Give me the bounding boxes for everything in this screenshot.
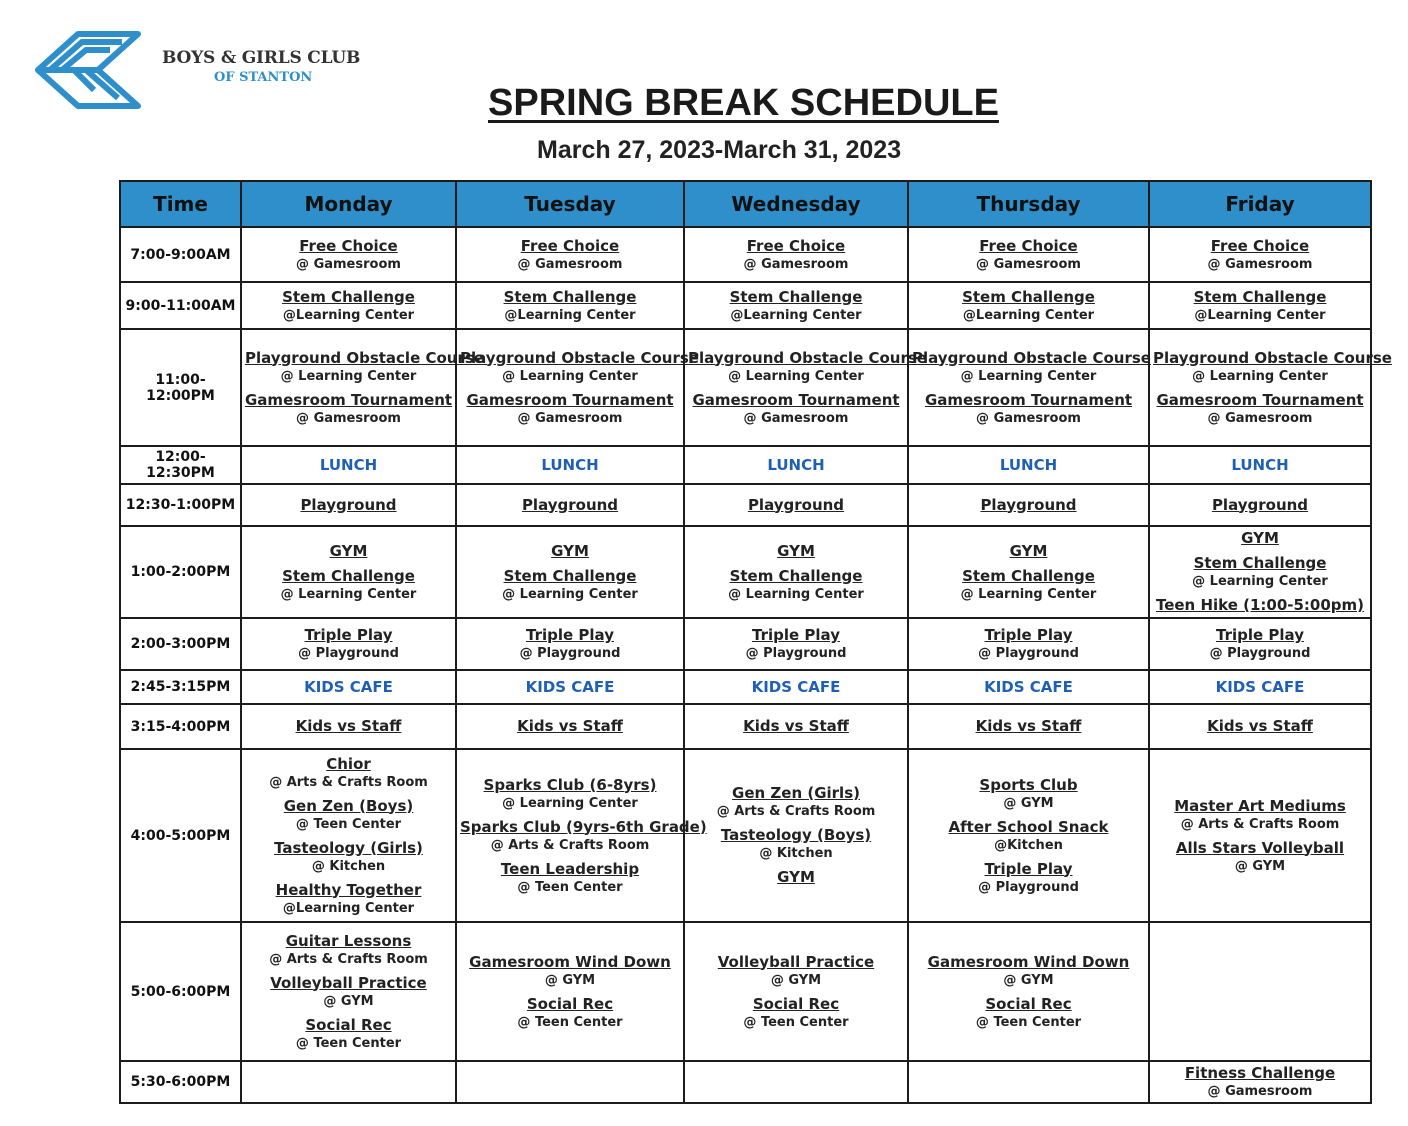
- activity-name: Playground: [1211, 495, 1309, 514]
- activity-location: @ Gamesroom: [743, 256, 849, 272]
- activity-location: @ Learning Center: [728, 368, 864, 384]
- activity-cell: [241, 329, 484, 446]
- table-row: [120, 618, 1371, 670]
- meal-label: LUNCH: [767, 456, 825, 474]
- activity-name: After School Snack: [948, 817, 1109, 836]
- activity-name: Playground Obstacle Course: [912, 348, 1151, 367]
- activity-cell: [456, 1061, 684, 1103]
- activity-name: Playground Obstacle Course: [1153, 348, 1392, 367]
- activity-cell: [684, 329, 927, 446]
- activity-name: Gamesroom Tournament: [692, 390, 900, 409]
- activity-cell: [908, 1061, 1149, 1103]
- activity-name: Kids vs Staff: [517, 717, 623, 735]
- activity-name: Sparks Club (6-8yrs): [483, 775, 657, 794]
- activity-cell: [684, 1061, 908, 1103]
- activity-name: Triple Play: [752, 626, 840, 644]
- activity-cell: [456, 526, 684, 618]
- time-cell: 2:45-3:15PM: [120, 670, 241, 704]
- activity-name: Kids vs Staff: [1207, 717, 1313, 735]
- activity-cell: [1149, 227, 1371, 282]
- activity-location: @ Gamesroom: [296, 256, 401, 272]
- activity-name: Guitar Lessons: [285, 931, 412, 950]
- activity-location: @ Learning Center: [502, 368, 638, 384]
- activity-location: @ Gamesroom: [743, 410, 849, 426]
- activity-name: Playground Obstacle Course: [460, 348, 699, 367]
- activity-name: GYM: [777, 541, 815, 560]
- activity-name: Triple Play: [1216, 626, 1304, 644]
- activity-cell: [908, 749, 1149, 922]
- activity-location: @ GYM: [323, 993, 374, 1009]
- time-cell: 5:00-6:00PM: [120, 922, 241, 1061]
- activity-name: Stem Challenge: [503, 287, 637, 306]
- activity-location: @ GYM: [770, 972, 822, 988]
- activity-location: @ Playground: [978, 879, 1079, 895]
- activity-location: @ Playground: [519, 646, 621, 661]
- activity-location: @ GYM: [544, 972, 596, 988]
- activity-location: @ Learning Center: [502, 586, 638, 602]
- meal-label: LUNCH: [999, 456, 1058, 474]
- meal-label: KIDS CAFE: [525, 678, 615, 696]
- activity-location: @ Playground: [298, 646, 399, 661]
- date-range: March 27, 2023-March 31, 2023: [537, 136, 902, 164]
- activity-location: @ Learning Center: [1192, 574, 1328, 589]
- activity-name: GYM: [777, 868, 815, 886]
- activity-name: Playground: [300, 495, 397, 514]
- activity-name: GYM: [1241, 529, 1279, 547]
- activity-cell: [241, 282, 456, 329]
- activity-name: Gamesroom Tournament: [466, 390, 674, 409]
- activity-location: @ Teen Center: [517, 1014, 623, 1030]
- activity-cell: [684, 749, 908, 922]
- activity-name: Playground Obstacle Course: [245, 348, 484, 367]
- club-logo: [34, 30, 364, 110]
- meal-label: KIDS CAFE: [304, 678, 393, 696]
- activity-name: Gamesroom Tournament: [245, 390, 453, 409]
- activity-cell: [456, 922, 684, 1061]
- activity-location: @ Learning Center: [960, 368, 1097, 384]
- time-cell: 5:30-6:00PM: [120, 1061, 241, 1103]
- activity-cell: [684, 484, 908, 526]
- activity-name: Volleyball Practice: [270, 973, 427, 992]
- activity-cell: [908, 227, 1149, 282]
- time-cell: 1:00-2:00PM: [120, 526, 241, 618]
- activity-name: Stem Challenge: [962, 566, 1095, 585]
- activity-location: @Kitchen: [994, 837, 1063, 853]
- activity-location: @ Gamesroom: [517, 256, 623, 272]
- meal-label: LUNCH: [319, 456, 378, 474]
- clasped-hands-logo-icon: [34, 30, 154, 110]
- activity-location: @ Learning Center: [960, 586, 1097, 602]
- activity-name: Chior: [326, 754, 371, 773]
- activity-name: Stem Challenge: [282, 566, 415, 585]
- activity-name: Teen Leadership: [500, 859, 640, 878]
- org-subtitle: OF STANTON: [214, 70, 313, 85]
- activity-name: Stem Challenge: [282, 287, 415, 306]
- activity-cell: [456, 227, 684, 282]
- activity-location: @ Teen Center: [295, 1035, 402, 1051]
- activity-location: @ Learning Center: [502, 795, 638, 811]
- activity-cell: [1149, 329, 1392, 446]
- table-row: [120, 1061, 1371, 1103]
- meal-label: LUNCH: [541, 456, 599, 474]
- table-row: [120, 484, 1371, 526]
- activity-name: Stem Challenge: [729, 287, 863, 306]
- activity-name: Free Choice: [746, 236, 846, 255]
- activity-name: Volleyball Practice: [717, 952, 875, 971]
- activity-location: @ Learning Center: [728, 586, 864, 602]
- activity-cell: [684, 282, 908, 329]
- activity-cell: [1149, 484, 1371, 526]
- activity-location: @ Playground: [745, 646, 847, 661]
- activity-cell: [1149, 670, 1371, 704]
- activity-name: Alls Stars Volleyball: [1175, 838, 1345, 857]
- activity-location: @ Gamesroom: [296, 410, 401, 426]
- activity-name: Kids vs Staff: [743, 717, 849, 735]
- activity-cell: [1149, 749, 1371, 922]
- activity-name: Kids vs Staff: [295, 717, 402, 735]
- activity-location: @Learning Center: [1194, 307, 1326, 323]
- activity-name: Stem Challenge: [1193, 554, 1327, 572]
- activity-cell: [241, 227, 456, 282]
- activity-location: @ Arts & Crafts Room: [269, 774, 428, 790]
- table-row: [120, 704, 1371, 749]
- activity-cell: [684, 446, 908, 484]
- activity-name: GYM: [551, 541, 589, 560]
- activity-location: @ Teen Center: [743, 1014, 849, 1030]
- activity-name: Playground: [521, 495, 619, 514]
- activity-location: @ GYM: [1234, 858, 1286, 874]
- activity-cell: [241, 618, 456, 670]
- activity-location: @Learning Center: [962, 307, 1095, 323]
- activity-location: @ Learning Center: [280, 586, 417, 602]
- activity-cell: [908, 446, 1149, 484]
- activity-name: Free Choice: [520, 236, 620, 255]
- activity-cell: [1149, 526, 1371, 618]
- activity-name: GYM: [1009, 541, 1048, 560]
- activity-location: @ Kitchen: [311, 858, 386, 874]
- activity-name: Triple Play: [526, 626, 614, 644]
- time-cell: 12:00-12:30PM: [120, 446, 241, 484]
- table-row: [120, 749, 1371, 922]
- activity-name: Social Rec: [752, 994, 840, 1013]
- activity-name: Tasteology (Boys): [720, 826, 872, 844]
- activity-name: Teen Hike (1:00-5:00pm): [1155, 596, 1365, 614]
- column-header-thursday: Thursday: [908, 181, 1149, 227]
- activity-cell: [684, 526, 908, 618]
- activity-location: @ Arts & Crafts Room: [716, 804, 876, 819]
- activity-name: Triple Play: [984, 859, 1073, 878]
- column-header-wednesday: Wednesday: [684, 181, 908, 227]
- org-name: BOYS & GIRLS CLUB: [162, 48, 361, 68]
- activity-name: Social Rec: [526, 994, 614, 1013]
- table-row: [120, 526, 1371, 618]
- activity-name: Sports Club: [979, 775, 1078, 794]
- activity-location: @ Gamesroom: [1207, 410, 1313, 426]
- table-row: [120, 282, 1371, 329]
- activity-cell: [684, 227, 908, 282]
- activity-location: @Learning Center: [504, 307, 636, 323]
- activity-location: @ Kitchen: [759, 846, 833, 861]
- activity-cell: [456, 282, 684, 329]
- meal-label: KIDS CAFE: [984, 678, 1073, 696]
- activity-name: Gen Zen (Boys): [283, 796, 414, 815]
- activity-location: @ GYM: [1003, 972, 1054, 988]
- meal-label: KIDS CAFE: [751, 678, 841, 696]
- activity-name: Stem Challenge: [1193, 287, 1327, 306]
- activity-name: GYM: [329, 541, 368, 560]
- activity-cell: [684, 670, 908, 704]
- activity-location: @Learning Center: [730, 307, 862, 323]
- activity-cell: [684, 618, 908, 670]
- activity-location: @ Gamesroom: [976, 256, 1081, 272]
- time-cell: 11:00-12:00PM: [120, 329, 241, 446]
- schedule-table: [119, 180, 1392, 1104]
- activity-name: Tasteology (Girls): [274, 838, 423, 857]
- activity-location: @ Teen Center: [517, 879, 623, 895]
- activity-cell: [456, 484, 684, 526]
- time-cell: 12:30-1:00PM: [120, 484, 241, 526]
- activity-location: @ Arts & Crafts Room: [1180, 816, 1340, 832]
- activity-location: @ Arts & Crafts Room: [269, 951, 428, 967]
- activity-cell: [241, 1061, 456, 1103]
- activity-name: Free Choice: [979, 236, 1078, 255]
- activity-cell: [456, 329, 699, 446]
- time-cell: 3:15-4:00PM: [120, 704, 241, 749]
- activity-location: @Learning Center: [282, 307, 415, 323]
- activity-name: Playground Obstacle Course: [688, 348, 927, 367]
- activity-location: @ Learning Center: [1192, 368, 1328, 384]
- activity-name: Gamesroom Tournament: [924, 390, 1133, 409]
- activity-location: @ Playground: [1209, 646, 1311, 661]
- table-row: [120, 922, 1371, 1061]
- activity-name: Sparks Club (9yrs-6th Grade): [460, 817, 707, 836]
- activity-cell: [1149, 922, 1371, 1061]
- activity-location: @ Gamesroom: [1207, 1084, 1313, 1099]
- activity-cell: [241, 526, 456, 618]
- activity-cell: [1149, 704, 1371, 749]
- meal-label: KIDS CAFE: [1215, 678, 1305, 696]
- activity-cell: [241, 670, 456, 704]
- activity-cell: [241, 446, 456, 484]
- activity-cell: [908, 704, 1149, 749]
- activity-name: Triple Play: [984, 626, 1073, 644]
- activity-name: Kids vs Staff: [975, 717, 1082, 735]
- time-cell: 7:00-9:00AM: [120, 227, 241, 282]
- activity-name: Stem Challenge: [729, 566, 863, 585]
- activity-cell: [456, 670, 684, 704]
- activity-cell: [908, 670, 1149, 704]
- column-header-time: Time: [120, 181, 241, 227]
- activity-cell: [908, 329, 1149, 446]
- activity-location: @ Teen Center: [295, 816, 402, 832]
- meal-label: LUNCH: [1231, 456, 1289, 474]
- activity-cell: [908, 922, 1149, 1061]
- activity-name: Social Rec: [985, 994, 1072, 1013]
- activity-cell: [908, 618, 1149, 670]
- table-row: [120, 446, 1371, 484]
- activity-cell: [241, 749, 456, 922]
- activity-location: @ Gamesroom: [1207, 256, 1313, 272]
- activity-name: Free Choice: [1210, 236, 1310, 255]
- activity-name: Gen Zen (Girls): [732, 784, 860, 802]
- activity-location: @ Gamesroom: [976, 410, 1081, 426]
- activity-location: @ Learning Center: [280, 368, 417, 384]
- activity-cell: [908, 282, 1149, 329]
- activity-name: Gamesroom Tournament: [1156, 390, 1364, 409]
- activity-name: Social Rec: [305, 1015, 392, 1034]
- activity-cell: [908, 484, 1149, 526]
- activity-location: @ Gamesroom: [517, 410, 623, 426]
- activity-location: @ GYM: [1003, 795, 1054, 811]
- activity-name: Playground: [747, 495, 845, 514]
- activity-cell: [241, 484, 456, 526]
- activity-cell: [1149, 446, 1371, 484]
- activity-name: Fitness Challenge: [1184, 1064, 1336, 1082]
- activity-cell: [1149, 618, 1371, 670]
- page-title: SPRING BREAK SCHEDULE: [488, 82, 999, 124]
- time-cell: 2:00-3:00PM: [120, 618, 241, 670]
- activity-cell: [456, 618, 684, 670]
- time-cell: 4:00-5:00PM: [120, 749, 241, 922]
- table-row: [120, 329, 1371, 446]
- activity-cell: [241, 922, 456, 1061]
- activity-name: Free Choice: [299, 236, 398, 255]
- activity-cell: [241, 704, 456, 749]
- activity-name: Master Art Mediums: [1174, 796, 1346, 815]
- activity-name: Stem Challenge: [503, 566, 637, 585]
- activity-cell: [456, 446, 684, 484]
- activity-cell: [456, 749, 707, 922]
- header-row: [120, 181, 1371, 227]
- activity-cell: [1149, 282, 1371, 329]
- table-row: [120, 227, 1371, 282]
- time-cell: 9:00-11:00AM: [120, 282, 241, 329]
- activity-location: @ Playground: [978, 646, 1079, 661]
- activity-cell: [1149, 1061, 1371, 1103]
- activity-location: @ Arts & Crafts Room: [490, 837, 650, 853]
- activity-name: Healthy Together: [275, 880, 422, 899]
- activity-cell: [684, 704, 908, 749]
- activity-location: @ Teen Center: [975, 1014, 1082, 1030]
- table-row: [120, 670, 1371, 704]
- activity-cell: [456, 704, 684, 749]
- activity-name: Gamesroom Wind Down: [927, 952, 1130, 971]
- activity-cell: [684, 922, 908, 1061]
- activity-name: Triple Play: [304, 626, 393, 644]
- activity-cell: [908, 526, 1149, 618]
- column-header-monday: Monday: [241, 181, 456, 227]
- activity-name: Gamesroom Wind Down: [469, 952, 671, 971]
- activity-location: @Learning Center: [282, 900, 415, 916]
- activity-name: Playground: [980, 495, 1077, 514]
- column-header-tuesday: Tuesday: [456, 181, 684, 227]
- activity-name: Stem Challenge: [962, 287, 1095, 306]
- column-header-friday: Friday: [1149, 181, 1371, 227]
